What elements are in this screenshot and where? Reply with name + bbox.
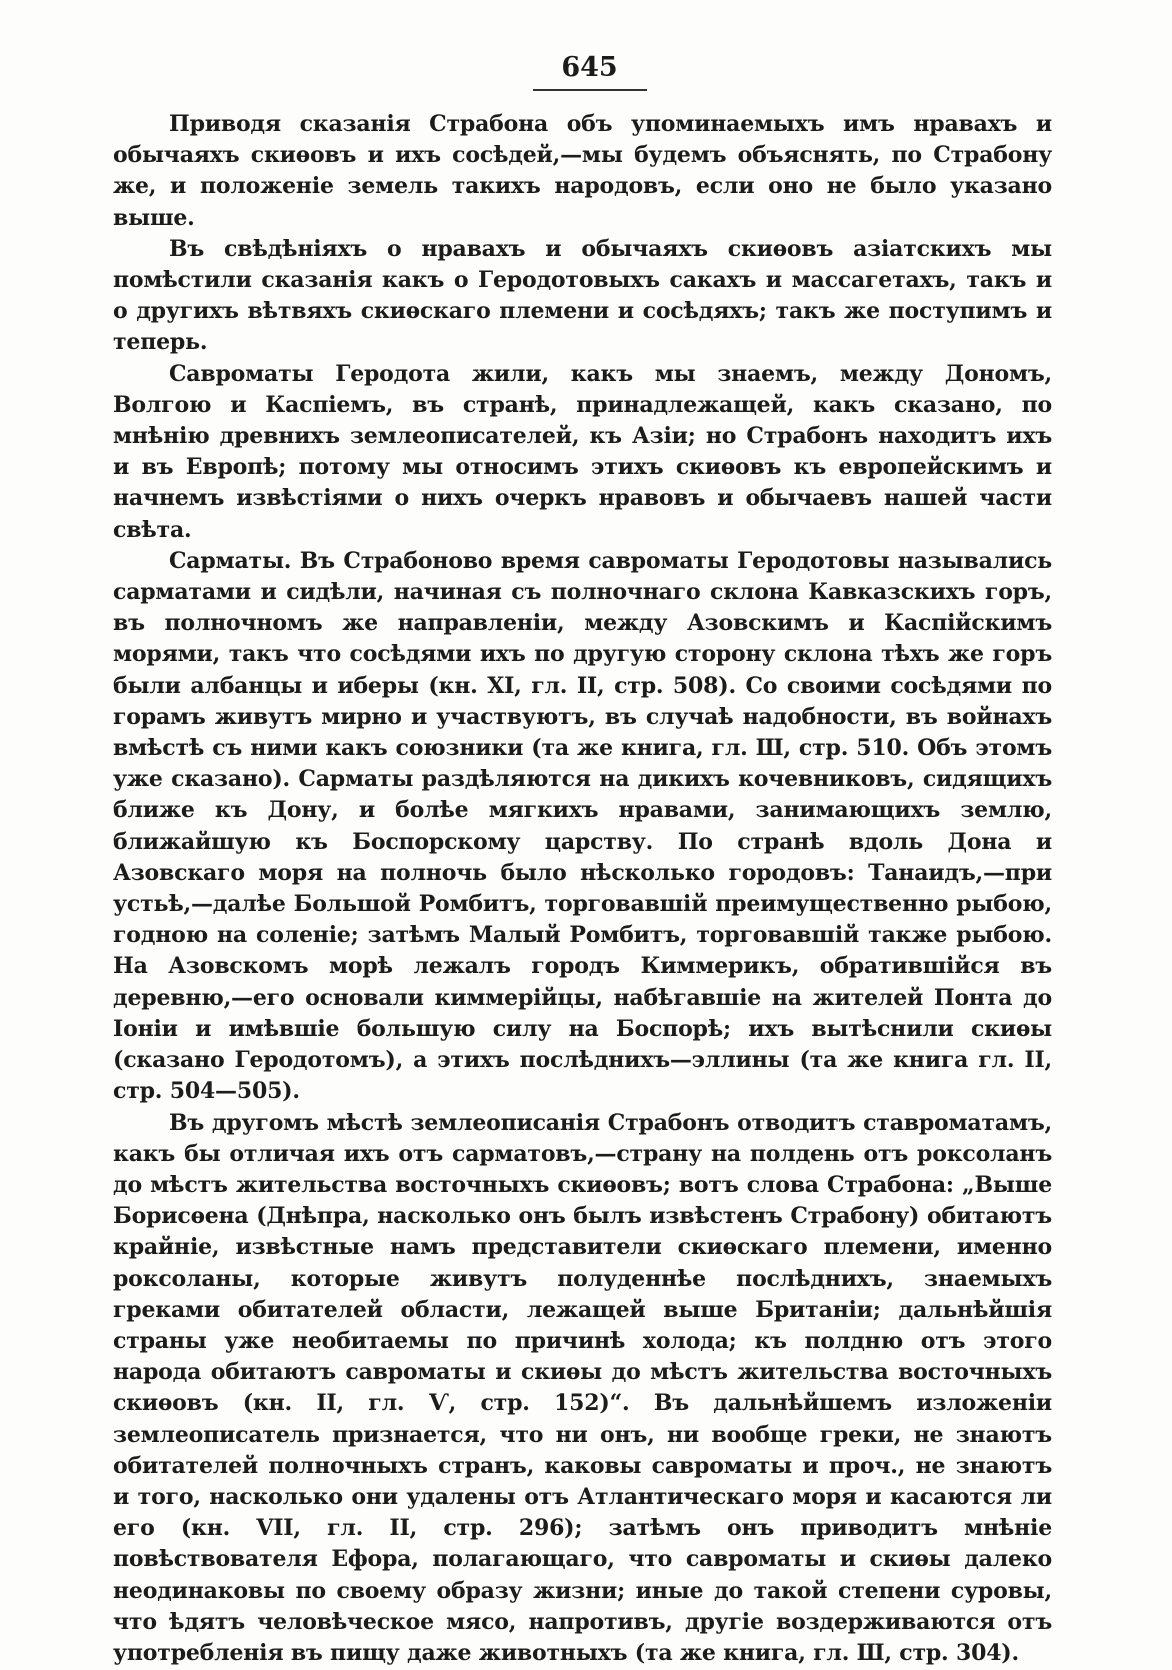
sarmaty-text: Въ Страбоново время савроматы Геродотовы назывались сарматами и сидѣли, начиная съ полночнаго склона Кавказскихъ горъ, въ полночномъ же направленіи, между Азовскимъ и Каспійскимъ морями, такъ что сосѣдями ихъ по другую сторону склона тѣхъ же горъ были албанцы и иберы (кн. XI, гл. II, стр. 508). Со своими сосѣдями по горамъ живутъ мирно и участвуютъ, въ случаѣ надобности, въ войнахъ вмѣстѣ съ ними какъ союзники (та же книга, гл. Ш, стр. 510. Объ этомъ уже сказано). Сарматы раздѣляются на дикихъ кочевниковъ, сидящихъ ближе къ Дону, и болѣе мягкихъ нравами, занимающихъ землю, ближайшую къ Боспорскому царству. По странѣ вдоль Дона и Азовскаго моря на полночь было нѣсколько городовъ: Танаидъ,—при устьѣ,—далѣе Большой Ромбитъ, торговавшій преимущественно рыбою, годною на соленіе; затѣмъ Малый Ромбитъ, торговавшій также рыбою. На Азовскомъ морѣ лежалъ городъ Киммерикъ, обратившійся въ деревню,—его основали киммерійцы, набѣгавшіе на жителей Понта до Іоніи и имѣвшіе большую силу на Боспорѣ; ихъ вытѣснили скиѳы (сказано Геродотомъ), а этихъ послѣднихъ—эллины (та же книга гл. II, стр. 504—505). bbox=[113, 547, 1052, 1105]
header-rule bbox=[533, 89, 647, 91]
paragraph-last: Въ другомъ мѣстѣ землеописанія Страбонъ отводитъ ставроматамъ, какъ бы отличая ихъ отъ сарматовъ,—страну на полдень отъ роксоланъ до мѣстъ жительства восточныхъ скиѳовъ; вотъ слова Страбона: „Выше Борисѳена (Днѣпра, насколько онъ былъ извѣстенъ Страбону) обитаютъ крайніе, извѣстные намъ представители скиѳскаго племени, именно роксоланы, которые живутъ полуденнѣе послѣднихъ, знаемыхъ греками обитателей области, лежащей выше Британіи; дальнѣйшія страны уже необитаемы по причинѣ холода; къ полдню отъ этого народа обитаютъ савроматы и скиѳы до мѣстъ жительства восточныхъ скиѳовъ (кн. II, гл. Ѵ, стр. 152)“. Въ дальнѣйшемъ изложеніи землеописатель признается, что ни онъ, ни вообще греки, не знаютъ обитателей полночныхъ странъ, каковы савроматы и проч., не знаютъ и того, насколько они удалены отъ Атлантическаго моря и касаются ли его (кн. VII, гл. II, стр. 296); затѣмъ онъ приводитъ мнѣніе повѣствователя Ефора, полагающаго, что савроматы и скиѳы далеко неодинаковы по своему образу жизни; иные до такой степени суровы, что ѣдятъ человѣческое мясо, напротивъ, другіе воздерживаются отъ употребленія въ пищу даже животныхъ (та же книга, гл. Ш, стр. 304). bbox=[113, 1109, 1052, 1666]
section-heading-sarmaty: Сарматы. bbox=[169, 547, 292, 574]
paragraph-3: Савроматы Геродота жили, какъ мы знаемъ, между Дономъ, Волгою и Каспіемъ, въ странѣ, принадлежащей, какъ сказано, по мнѣнію древнихъ землеописателей, къ Азіи; но Страбонъ находитъ ихъ и въ Европѣ; потому мы относимъ этихъ скиѳовъ къ европейскимъ и начнемъ извѣстіями о нихъ очеркъ нравовъ и обычаевъ нашей части свѣта. bbox=[113, 360, 1052, 543]
paragraph-1: Приводя сказанія Страбона объ упоминаемыхъ имъ нравахъ и обычаяхъ скиѳовъ и ихъ сосѣдей,—мы будемъ объяснять, по Страбону же, и положеніе земель такихъ народовъ, если оно не было указано выше. bbox=[113, 111, 1052, 231]
page-number: 645 bbox=[561, 52, 618, 83]
paragraph-sarmaty bbox=[113, 546, 1052, 1108]
paragraph-2: Въ свѣдѣніяхъ о нравахъ и обычаяхъ скиѳовъ азіатскихъ мы помѣстили сказанія какъ о Геродотовыхъ сакахъ и массагетахъ, такъ и о другихъ вѣтвяхъ скиѳскаго племени и сосѣдяхъ; такъ же поступимъ и теперь. bbox=[113, 235, 1052, 356]
